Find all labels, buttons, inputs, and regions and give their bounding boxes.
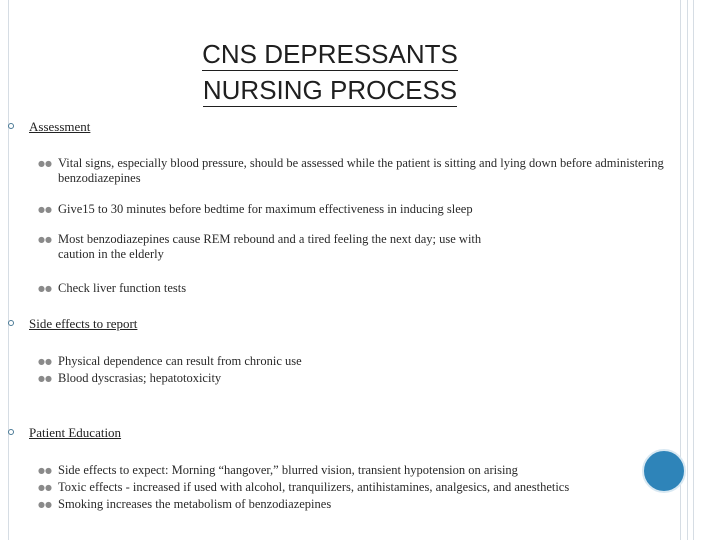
bullet-icon: ●● [38,466,52,475]
section-heading: Patient Education [29,425,122,440]
decorative-circle [642,449,686,493]
title-line-1: CNS DEPRESSANTS [202,39,458,69]
circle-bullet-icon [8,429,14,435]
section-heading: Assessment [29,119,91,134]
bullet-icon: ●● [38,483,52,492]
bullet-icon: ●● [38,159,52,168]
section-heading: Side effects to report [29,316,138,331]
title-line-2: NURSING PROCESS [202,75,458,105]
right-frame-border [680,0,720,540]
bullet-icon: ●● [38,500,52,509]
bullet-icon: ●● [38,284,52,293]
left-frame-border [0,0,9,540]
bullet-icon: ●● [38,357,52,366]
bullet-icon: ●● [38,205,52,214]
circle-bullet-icon [8,123,14,129]
bullet-icon: ●● [38,235,52,244]
circle-bullet-icon [8,320,14,326]
slide-title [140,36,520,108]
bullet-icon: ●● [38,374,52,383]
slide: CNS DEPRESSANTS NURSING PROCESS Assessment ●● Vital signs, especially blood pressure, should be assessed while the patient is sitting and lying down before administering benzodiazepines ●● Give15 to 30 minutes before bedtime for maximum effectiveness in inducing sleep ●● Most benzodiazepines cause REM rebound and a tired feeling the next day; use with caution in the elderly ●● Check liver function tests Side effects to report ●● Physical dependence can result from chronic use ●● Blood dyscrasias; hepatotoxicity Patient Education ●● Side effects to expect: Morning “hangover,” blurred vision, transient hypotension on arising ●● Toxic effects - increased if used with alcohol, tranquilizers, antihistamines, analgesics, and anesthetics ●● Smoking increases the metabolism of benzodiazepines [0,0,720,540]
